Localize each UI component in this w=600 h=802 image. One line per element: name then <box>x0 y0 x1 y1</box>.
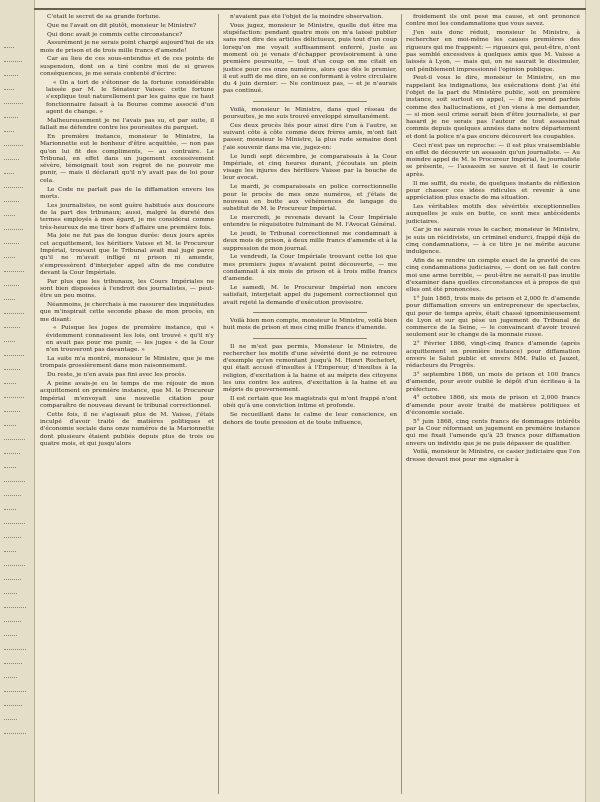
article-paragraph: Il ne m'est pas permis, Monsieur le Ministre, de rechercher les motifs d'une sévérité dont je ne retrouve d'exemple qu'en remontant jusqu'à M. Henri Rochefort, qui était accusé d'insultes à l'Empereur, d'insultes à la religion, d'excitation à la haine et au mépris des citoyens les uns contre les autres, d'excitation à la haine et au mépris du gouvernement. <box>223 343 397 394</box>
article-paragraph: Peut-il vous le dire, monsieur le Ministre, en me rappelant les indignations, les exécrations dont j'ai été l'objet de la part du Ministère public, soit en première instance, soit surtout en appel, — il me prend parfois comme des hallucinations, et j'en viens à me demander, — si mon seul crime serait bien d'être journaliste, si par hasard je ne serais pas l'auteur de tout assassinat commis depuis quelques années dans notre département et dont la police n'a pas encore découvert les coupables. <box>406 75 580 140</box>
edge-text-line <box>4 194 19 202</box>
article-paragraph: 2° Février 1866, vingt-cinq francs d'amende (après acquittement en première instance) pour diffamation envers le Salut public et envers MM. Pallo et Jauzet, rédacteurs du Progrès. <box>406 341 580 370</box>
adjacent-page-edge <box>0 0 35 802</box>
article-paragraph: J'en suis donc réduit, monsieur le Ministre, à rechercher en moi-même les causes premières des rigueurs qui me frappent: — rigueurs qui, peut-être, n'ont pas semblé excessives à quelques amis que M. Vaisse a laissés à Lyon, — mais qui, on ne saurait le dissimuler, ont péniblement impressionné l'opinion publique. <box>406 30 580 73</box>
edge-text-line <box>4 628 17 636</box>
edge-text-line <box>4 152 19 160</box>
column-3 <box>406 14 580 794</box>
article-paragraph: Voilà bien mon compte, monsieur le Ministre, voilà bien huit mois de prison et mes cinq mille francs d'amende. <box>223 317 397 332</box>
edge-text-line <box>4 40 14 48</box>
edge-text-line <box>4 348 24 356</box>
article-paragraph: La suite m'a montré, monsieur le Ministre, que je me trompais grossièrement dans mon raisonnement. <box>40 356 214 370</box>
edge-text-line <box>4 446 20 454</box>
edge-text-line <box>4 292 15 300</box>
article-paragraph: froidement ils ont pesé ma cause, et ont prononcé contre moi les condamnations que vous savez. <box>406 14 580 28</box>
edge-text-line <box>4 222 23 230</box>
section-separator <box>253 101 367 102</box>
article-paragraph: Néanmoins, je cherchais à me rassurer des inquiétudes que m'inspirait cette seconde phase de mon procès, en me disant: <box>40 301 214 323</box>
edge-text-line <box>4 68 18 76</box>
right-page-edge <box>585 0 600 802</box>
edge-text-line <box>4 54 22 62</box>
edge-text-line <box>4 698 22 706</box>
article-paragraph: « On a tort de s'étonner de la fortune considérable laissée par M. le Sénateur Vaisse: cette fortune s'explique tout naturellement par les gains que ce haut fonctionnaire faisait à la Bourse comme associé d'un agent de change. » <box>46 79 214 116</box>
edge-text-line <box>4 670 17 678</box>
article-paragraph: Ceci n'est pas un reproche: — il est plus vraisemblable en effet de découvrir un assassin qu'un journaliste. — Au moindre appel de M. le Procureur Impérial, le journaliste se présente, — l'assassin se sauve et il faut le courir après. <box>406 142 580 178</box>
article-paragraph: Le vendredi, la Cour Impériale trouvant cette loi que mes premiers juges n'avaient point découverte, — me condamnait à six mois de prison et à trois mille francs d'amende. <box>223 254 397 283</box>
article-paragraph: Les journalistes, ne sont guère habitués aux douceurs de la part des tribunaux; aussi, malgré la dureté des termes employés à mon égard, je me considérai comme très-heureux de me tirer hors d'affaire une première fois. <box>40 202 214 231</box>
article-paragraph: Assurément je ne serais point chargé aujourd'hui de six mois de prison et de trois mille francs d'amende! <box>40 40 214 54</box>
column-divider <box>401 14 402 794</box>
edge-text-line <box>4 488 21 496</box>
edge-text-line <box>4 250 15 258</box>
edge-text-line <box>4 516 25 524</box>
article-paragraph: Du reste, je n'en avais pas fini avec les procès. <box>47 372 187 379</box>
article-paragraph: n'avaient pas été l'objet de la moindre observation. <box>230 14 384 20</box>
article-paragraph: « Puisque les juges de première instance, qui « évidemment connaissent les lois, ont trouvé « qu'il n'y en avait pas pour me punir, — les juges « de la Cour n'en trouveront pas davantage. » <box>46 325 214 354</box>
article-paragraph: Vous jugez, monsieur le Ministre, quelle dut être ma stupéfaction: pendant quatre mois on m'a laissé publier sans mot dire des articles délictueux, puis tout d'un coup lorsqu'on me voyait suffisamment enferré, juste au moment où je venais d'échapper provisoirement à une première poursuite, — tout d'un coup on me citait en justice pour ces onze numéros, alors que dès le premier, il eut suffi de me dire, en se conformant à votre circulaire du 4 juin dernier: — Ne continuez pas, — et je n'aurais pas continué. <box>223 22 397 95</box>
article-paragraph: 4° octobre 1866, six mois de prison et 2,000 francs d'amende pour avoir traité de matières politiques et d'économie sociale. <box>406 395 580 416</box>
edge-text-line <box>4 558 25 566</box>
edge-text-line <box>4 124 14 132</box>
article-paragraph: Le Code ne parlait pas de la diffamation envers les morts. <box>40 186 214 200</box>
edge-text-line <box>4 418 16 426</box>
article-paragraph: Car au lieu de ces sous-entendus et de ces points de suspension, dont on a tiré contre moi de si graves conséquences, je me serais contenté d'écrire: <box>40 56 214 78</box>
edge-text-line <box>4 642 26 650</box>
column-2 <box>223 14 397 794</box>
edge-text-line <box>4 572 21 580</box>
edge-text-line <box>4 614 21 622</box>
article-paragraph: Afin de se rendre un compte exact de la gravité de ces cinq condamnations judiciaires, — dont on se fait contre moi une arme terrible, — peut-être ne serait-il pas inutile d'examiner dans quelles circonstances et à propos de qui elles ont été prononcées. <box>406 258 580 294</box>
article-paragraph: Qui donc avait je commis cette circonstance? <box>47 31 183 38</box>
article-paragraph: Car je ne saurais vous le cacher, monsieur le Ministre, je suis un récidiviste, un criminel endurci, frappé déjà de cinq condamnations, — à ce titre je ne mérite aucune indulgence. <box>406 227 580 256</box>
column-1 <box>40 14 214 794</box>
article-paragraph: Ma joie ne fut pas de longue durée: deux jours après cet acquittement, les héritiers Vaisse et M. le Procureur Impérial, trouvant que le Tribunal avait mal jugé parce qu'il ne m'avait infligé ni prison ni amende, s'empressèrent d'interjeter appel afin de me conduire devant la Cour Impériale. <box>40 233 214 276</box>
article-paragraph: 5° juin 1868, cinq cents francs de dommages intérêts par la Cour réformant un jugement en première instance qui me fixait l'amende qu'à 25 francs pour diffamation envers un individu que je ne puis dépasser de qualifier. <box>406 418 580 447</box>
article-paragraph: Voilà, monsieur le Ministre, ce casier judiciaire que l'on dresse devant moi pour me signaler à <box>406 449 580 463</box>
edge-text-line <box>4 726 26 734</box>
edge-text-line <box>4 362 20 370</box>
article-paragraph: Il est certain que les magistrats qui m'ont frappé n'ont obéi qu'à une conviction intime et profonde. <box>223 396 397 410</box>
edge-text-line <box>4 432 25 440</box>
article-paragraph: Malheureusement je ne l'avais pas su, et par suite, il fallait me défendre contre les poursuites du parquet. <box>40 117 214 132</box>
edge-text-line <box>4 544 16 552</box>
article-paragraph: Voilà, monsieur le Ministre, dans quel réseau de poursuites, je me suis trouvé enveloppé simultanément. <box>223 106 397 121</box>
article-paragraph: 1° Juin 1865, trois mois de prison et 2,000 fr. d'amende pour diffamation envers un entrepreneur de spectacles, qui pour de temps après, était chassé ignominieusement de Lyon et sur qui pèse un jugement du Tribunal de commerce de la Seine, — le convaincant d'avoir trouvé seulement sur le change de la monnaie russe. <box>406 295 580 339</box>
column-divider <box>218 14 219 794</box>
top-rule <box>34 8 586 10</box>
edge-text-line <box>4 404 20 412</box>
article-paragraph: Le samedi, M. le Procureur Impérial non encore satisfait, interjetait appel du jugement correctionnel qui avait rejeté la demande d'exécution provisoire. <box>223 285 397 306</box>
edge-text-line <box>4 390 24 398</box>
article-paragraph: Cette fois, il ne s'agissait plus de M. Vaisse, j'étais inculpé d'avoir traité de matières politiques et d'économie sociale dans onze numéros de la Marionnette dont plusieurs étaient publiés depuis plus de trois ou quatre mois, et qui jusqu'alors <box>40 411 214 447</box>
edge-text-line <box>4 530 21 538</box>
edge-text-line <box>4 208 15 216</box>
edge-text-line <box>4 376 16 384</box>
edge-text-line <box>4 278 19 286</box>
article-paragraph: Le jeudi, le Tribunal correctionnel me condamnait à deux mois de prison, à deux mille francs d'amende et à la suppression de mon journal. <box>223 231 397 252</box>
edge-text-line <box>4 96 23 104</box>
edge-text-line <box>4 600 26 608</box>
article-paragraph: Il me suffit, du reste, de quelques instants de réflexion pour chasser ces idées ridicules et revenir à une appréciation plus exacte de ma situation. <box>406 180 580 202</box>
edge-text-line <box>4 474 25 482</box>
article-paragraph: Le lundi sept décembre, je comparaissais à la Cour Impériale, et cinq heures durant, j'écoutais un plein visage les injures des héritiers Vaisse par la bouche de leur avocat. <box>223 153 397 182</box>
edge-text-line <box>4 502 16 510</box>
edge-text-line <box>4 460 16 468</box>
edge-text-line <box>4 684 26 692</box>
edge-text-line <box>4 586 17 594</box>
edge-text-line <box>4 82 14 90</box>
article-paragraph: Par plus que les tribunaux, les Cours Impériales ne sont bien disposées à l'endroit des journalistes, — peut-être un peu moins. <box>40 278 214 300</box>
text-columns <box>40 14 580 794</box>
edge-text-line <box>4 180 23 188</box>
article-paragraph: En première instance, monsieur le Ministre, la Marionnette eut le bonheur d'être acquittée, — non pas qu'on lui fit des compliments, — au contraire. Le Tribunal, en effet dans un jugement excessivement sévère, témoignait tout son regret de ne pouvoir me punir, — mais il déclarait qu'il n'y avait pas de loi pour cela. <box>40 133 214 184</box>
edge-text-line <box>4 138 23 146</box>
edge-text-line <box>4 236 19 244</box>
article-paragraph: 3° septembre 1866, un mois de prison et 100 francs d'amende, pour avoir oublié le dépôt d'un écriteau à la préfecture. <box>406 371 580 393</box>
section-separator <box>253 338 367 339</box>
edge-text-line <box>4 656 22 664</box>
article-paragraph: Ces deux procès liés pour ainsi dire l'un à l'autre, se suivant côte à côte comme deux frères amis, m'ont fait passer, monsieur le Ministre, la plus rude semaine dont j'aie souvenir dans ma vie, jugez-en: <box>223 122 397 151</box>
edge-text-line <box>4 334 15 342</box>
article-paragraph: C'était le secret de sa grande fortune. <box>47 14 161 20</box>
article-paragraph: Le mardi, je comparaissais en police correctionnelle pour le procès de mes onze numéros, et j'étais de nouveau en butte aux véhémences de langage du substitut de M. le Procureur Impérial. <box>223 184 397 213</box>
edge-text-line <box>4 264 24 272</box>
edge-text-line <box>4 712 17 720</box>
article-paragraph: A peine avais-je eu le temps de me réjouir de mon acquittement en première instance, que M. le Procureur Impérial m'envoyait une nouvelle citation pour comparaître de nouveau devant le tribunal correctionnel. <box>40 380 214 409</box>
section-separator <box>253 312 367 313</box>
article-paragraph: Le mercredi, je revenais devant la Cour Impériale entendre le réquisitoire fulminant de M. l'Avocat Général. <box>223 214 397 229</box>
article-paragraph: Les véritables motifs des sévérités exceptionnelles auxquelles je suis en butte, ce sont mes antécédents judiciaires. <box>406 203 580 225</box>
edge-text-line <box>4 166 14 174</box>
article-paragraph: Que ne l'avait on dit plutôt, monsieur le Ministre? <box>47 22 197 29</box>
edge-text-line <box>4 306 24 314</box>
edge-text-line <box>4 320 20 328</box>
article-paragraph: Se recueillant dans le calme de leur conscience, en dehors de toute pression et de toute influence, <box>223 412 397 426</box>
edge-text-line <box>4 110 18 118</box>
